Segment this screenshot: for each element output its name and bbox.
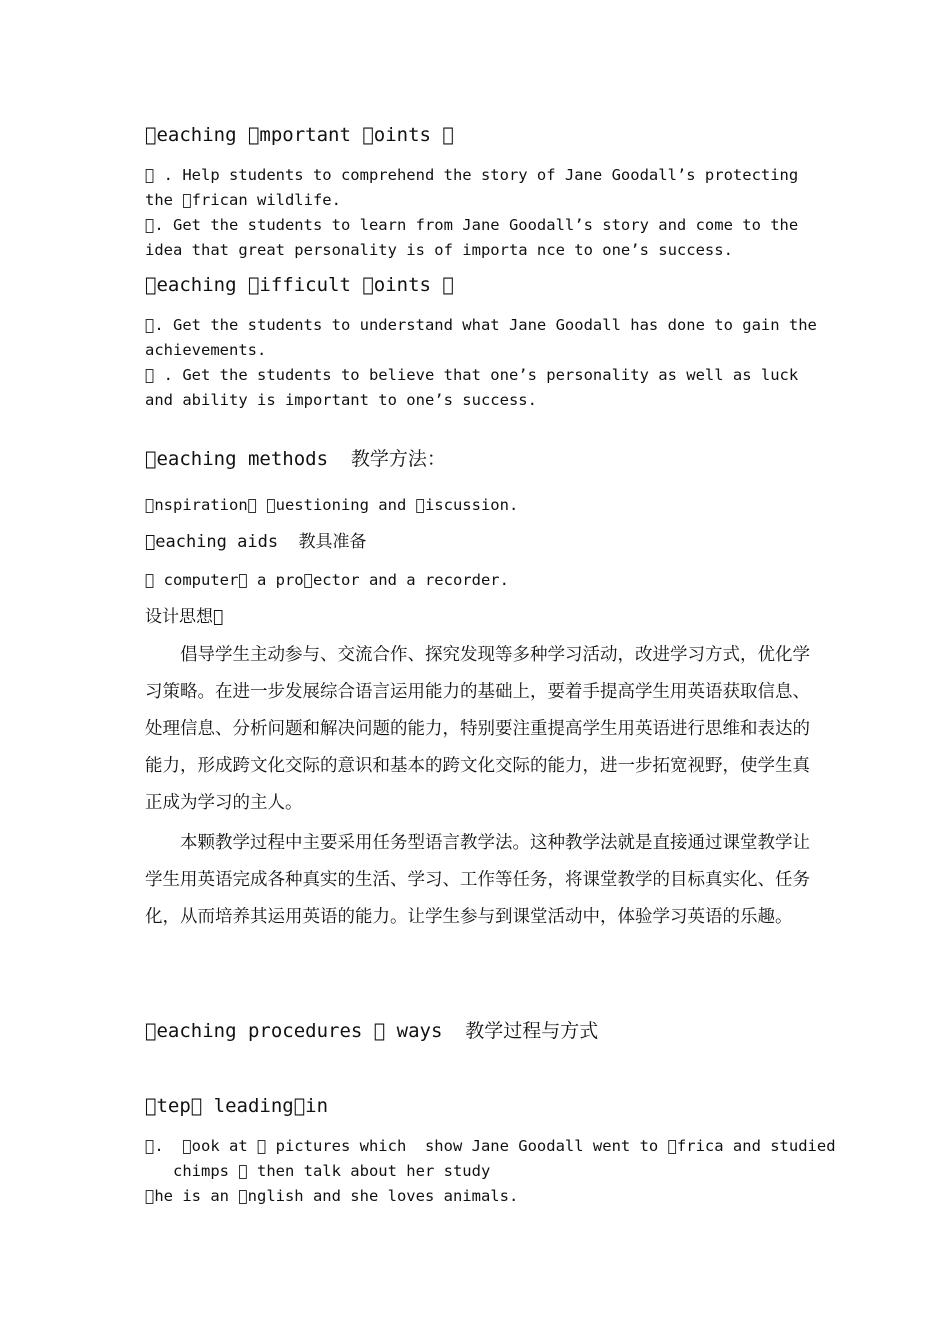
teaching-procedures-heading:  eaching procedures   ways 教学过程与方式 bbox=[145, 1020, 599, 1042]
teaching-aids-heading:  eaching aids 教具准备 bbox=[145, 532, 367, 552]
important-point-2-line-1:  . Get the students to learn from Jane Goodall’s story and come to the bbox=[145, 216, 799, 234]
design-paragraph-1: 倡导学生主动参与、交流合作、探究发现等多种学习活动，改进学习方式，优化学习策略。在进一步发展综合语言运用能力的基础上，要着手提高学生用英语获取信息、处理信息、分析问题和解决问题的能力，特别要注重提高学生用英语进行思维和表达的能力，形成跨文化交际的意识和基本的跨文化交际的能力，进一步拓宽视野，使学生真正成为学习的主人。 bbox=[145, 645, 810, 813]
step-1-item-1-line-1:  .  ook at   pictures which show Jane Goodall went to  frica and studied bbox=[145, 1137, 836, 1155]
important-point-1-line-1:   . Help students to comprehend the story of Jane Goodall’s protecting bbox=[145, 166, 799, 184]
document-page bbox=[145, 0, 836, 1344]
teaching-aids-text:   computer  a pro ector and a recorder. bbox=[145, 571, 509, 589]
important-points-heading:  eaching  mportant  oints ： bbox=[145, 124, 454, 146]
teaching-methods-heading:  eaching methods 教学方法： bbox=[145, 448, 446, 470]
difficult-point-1-line-1:  . Get the students to understand what Jane Goodall has done to gain the bbox=[145, 316, 817, 334]
design-idea-heading: 设计思想  bbox=[145, 607, 224, 627]
step-1-item-1-line-2: chimps   then talk about her study bbox=[173, 1162, 491, 1180]
design-paragraph-2: 本颗教学过程中主要采用任务型语言教学法。这种教学法就是直接通过课堂教学让学生用英语完成各种真实的生活、学习、工作等任务，将课堂教学的目标真实化、任务化，从而培养其运用英语的能力。让学生参与到课堂活动中，体验学习英语的乐趣。 bbox=[145, 833, 810, 927]
difficult-points-heading:  eaching  ifficult  oints ： bbox=[145, 274, 454, 296]
important-point-2-line-2: idea that great personality is of importa nce to one’s success. bbox=[145, 241, 733, 259]
difficult-point-2-line-1:   . Get the students to believe that one’s personality as well as luck bbox=[145, 366, 799, 384]
teaching-methods-text:  nspiration   uestioning and  iscussion. bbox=[145, 496, 519, 514]
difficult-point-1-line-2: achievements. bbox=[145, 341, 267, 359]
step-1-heading:  tep  leading in bbox=[145, 1095, 329, 1117]
step-1-text:  he is an  nglish and she loves animals. bbox=[145, 1187, 519, 1205]
difficult-point-2-line-2: and ability is important to one’s success. bbox=[145, 391, 537, 409]
important-point-1-line-2: the  frican wildlife. bbox=[145, 191, 341, 209]
